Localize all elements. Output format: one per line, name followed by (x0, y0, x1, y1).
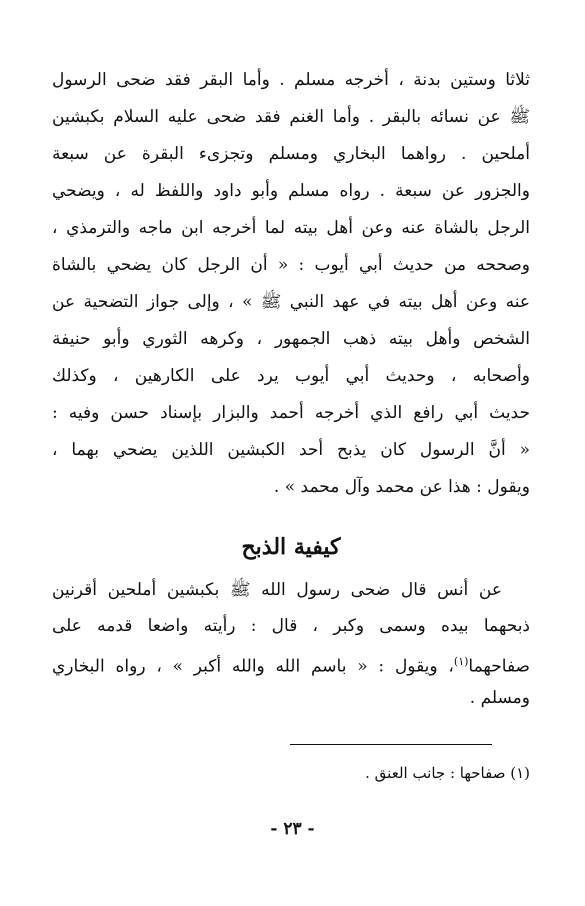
text-line: أملحين . رواهما البخاري ومسلم وتجزىء البقرة عن سبعة (52, 144, 530, 164)
text-line-with-footnote (52, 644, 530, 680)
text-line: والجزور عن سبعة . رواه مسلم وأبو داود واللفظ له ، ويضحي (52, 181, 530, 201)
footnote: (١) صفاحها : جانب العنق . (365, 764, 530, 782)
text-line: الشخص وأهل بيته ذهب الجمهور ، وكرهه الثوري وأبو حنيفة (52, 329, 530, 349)
text-line: ذبحهما بيده وسمى وكبر ، قال : رأيته واضعا قدمه على (52, 616, 530, 636)
text-segment: صفاحهما (468, 656, 530, 677)
text-line: ويقول : هذا عن محمد وآل محمد » . (273, 477, 530, 497)
text-segment: ، ويقول : « باسم الله والله أكبر » ، رواه البخاري (52, 656, 454, 677)
text-line: الرجل بالشاة عنه وعن أهل بيته لما أخرجه ابن ماجه والترمذي ، (52, 218, 530, 238)
text-line: ومسلم . (469, 688, 530, 708)
text-line: حديث أبي رافع الذي أخرجه أحمد والبزار بإسناد حسن وفيه : (52, 403, 530, 423)
text-line: وأصحابه ، وحديث أبي أيوب يرد على الكارهين ، وكذلك (52, 366, 530, 386)
text-line: وصححه من حديث أبي أيوب : « أن الرجل كان يضحي بالشاة (52, 255, 530, 275)
page-number: - ٢٣ - (270, 819, 315, 839)
text-line: عن أنس قال ضحى رسول الله ﷺ بكبشين أملحين أقرنين (52, 580, 502, 600)
text-line: ﷺ عن نسائه بالبقر . وأما الغنم فقد ضحى عليه السلام بكبشين (52, 107, 530, 127)
footnote-marker: (١) (453, 655, 469, 668)
text-line: ثلاثا وستين بدنة ، أخرجه مسلم . وأما البقر فقد ضحى الرسول (52, 70, 530, 90)
body-paragraph (52, 62, 530, 506)
footnote-divider (290, 744, 492, 745)
section-heading: كيفية الذبح (241, 534, 341, 560)
section-paragraph (52, 572, 530, 716)
text-line: عنه وعن أهل بيته في عهد النبي ﷺ » ، وإلى جواز التضحية عن (52, 292, 530, 312)
text-line: « أنَّ الرسول كان يذبح أحد الكبشين اللذين يضحي بهما ، (52, 440, 530, 460)
